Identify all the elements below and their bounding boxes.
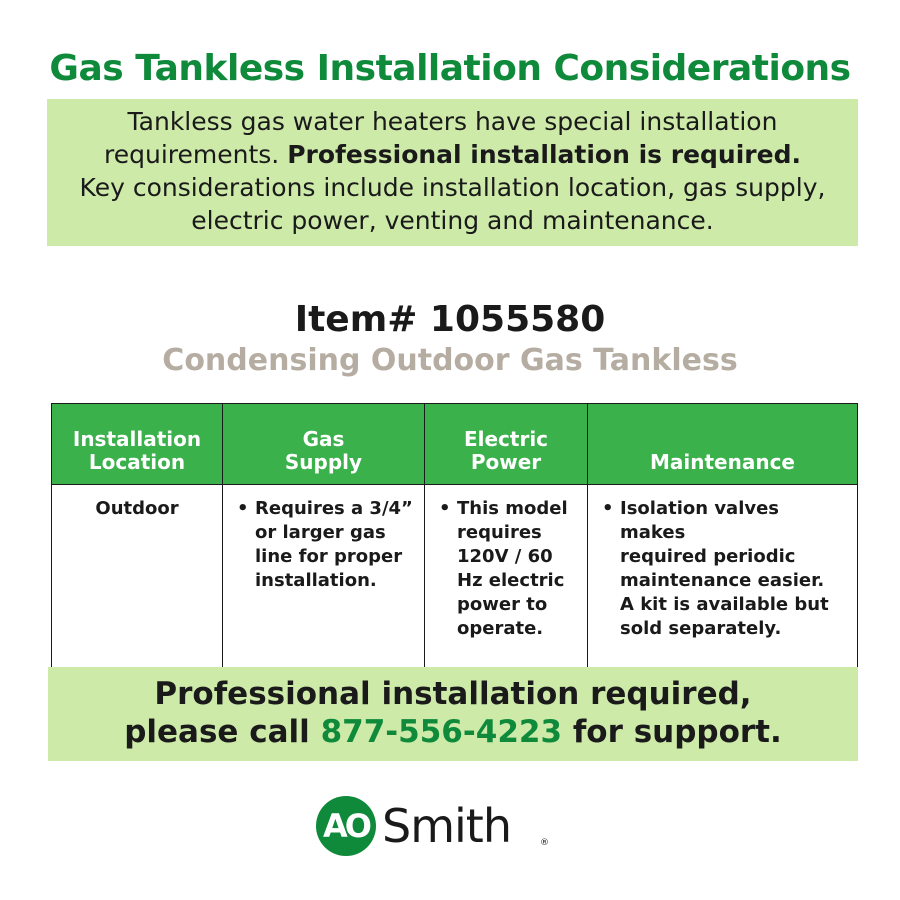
table-header-row xyxy=(52,404,858,485)
gas-supply-text: Requires a 3/4” or larger gas line for proper installation. xyxy=(255,498,413,591)
cell-gas-supply xyxy=(223,485,425,668)
table-row xyxy=(52,485,858,668)
ao-logo-mark: AO xyxy=(316,796,376,856)
bullet-icon: • xyxy=(602,498,614,519)
cell-electric-power xyxy=(425,485,588,668)
support-line-2: please call 877-556-4223 for support. xyxy=(124,714,782,750)
intro-required-notice: Professional installation is required. xyxy=(287,140,801,169)
logo-wordmark: Smith xyxy=(382,799,511,853)
intro-box xyxy=(47,99,858,246)
intro-line-4: electric power, venting and maintenance. xyxy=(191,206,714,235)
item-subtitle: Condensing Outdoor Gas Tankless xyxy=(162,343,738,378)
page-title: Gas Tankless Installation Considerations xyxy=(49,48,851,89)
ao-smith-logo xyxy=(316,796,566,856)
intro-line-2 xyxy=(47,138,858,171)
intro-line-2-text: requirements. xyxy=(104,140,288,169)
bullet-icon: • xyxy=(237,498,249,519)
bullet-icon: • xyxy=(439,498,451,519)
header-maintenance: Maintenance xyxy=(588,404,858,485)
cell-maintenance xyxy=(588,485,858,668)
intro-line-3: Key considerations include installation location, gas supply, xyxy=(79,173,826,202)
cell-installation-location: Outdoor xyxy=(52,485,223,668)
header-gas-supply: Gas Supply xyxy=(223,404,425,485)
support-callout xyxy=(48,667,858,761)
intro-line-1: Tankless gas water heaters have special installation xyxy=(127,107,778,136)
support-phone-number: 877-556-4223 xyxy=(320,714,563,750)
item-number: Item# 1055580 xyxy=(294,299,606,340)
support-line-1: Professional installation required, xyxy=(154,676,752,712)
registered-mark: ® xyxy=(540,838,549,848)
maintenance-text: Isolation valves makes required periodic maintenance easier. A kit is available but sold separately. xyxy=(620,498,829,639)
header-installation-location: Installation Location xyxy=(52,404,223,485)
considerations-table xyxy=(51,403,858,668)
electric-power-text: This model requires 120V / 60 Hz electric power to operate. xyxy=(457,498,568,639)
header-electric-power: Electric Power xyxy=(425,404,588,485)
